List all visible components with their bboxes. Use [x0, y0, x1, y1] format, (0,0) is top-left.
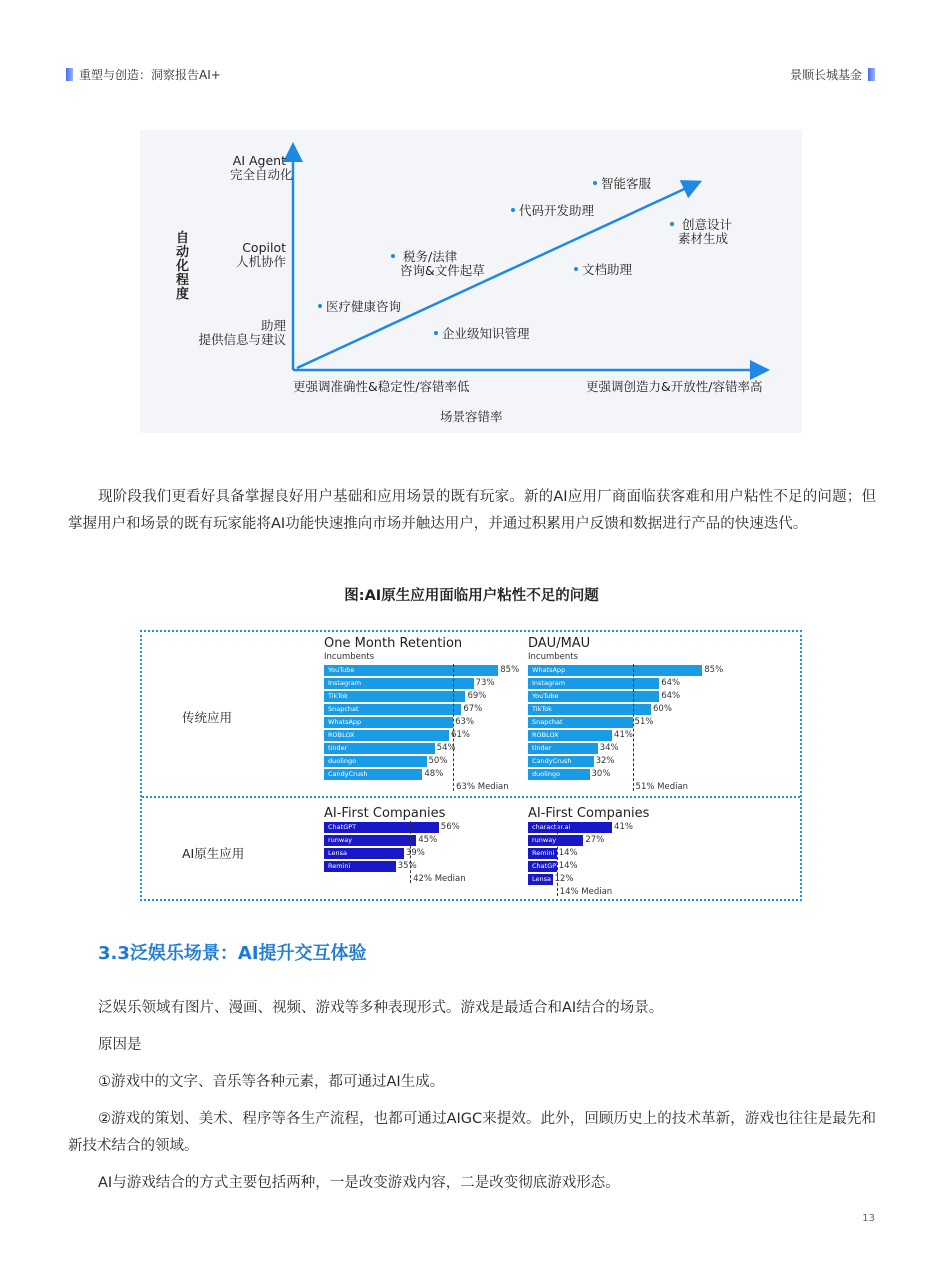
bar: Lensa [324, 848, 404, 859]
bar: runway [324, 835, 416, 846]
bar-value-label: 85% [704, 665, 724, 675]
bar: YouTube [528, 691, 659, 702]
bar: CandyCrush [324, 769, 422, 780]
point-tax-line1: 税务/法律 [402, 249, 458, 264]
bar-row [528, 677, 728, 690]
point-creative-line1: 创意设计 [681, 217, 732, 232]
bar-row [324, 821, 524, 834]
bar: character.ai [528, 822, 612, 833]
bar: Lensa [528, 874, 553, 885]
bar-value-label: 41% [614, 730, 633, 740]
bar: duolingo [324, 756, 427, 767]
bar-value-label: 14% [558, 861, 578, 871]
bar-row [528, 703, 728, 716]
bar-value-label: 73% [475, 678, 495, 688]
panel-retention-incumbents [324, 636, 524, 792]
paragraph-entertainment: 泛娱乐领域有图片、漫画、视频、游戏等多种表现形式。游戏是最适合和AI结合的场景。 [98, 1000, 664, 1016]
bar-value-label: 48% [424, 769, 444, 779]
header-right [790, 66, 875, 83]
y-level-assistant-line2: 提供信息与建议 [198, 332, 286, 347]
bar: runway [528, 835, 583, 846]
bar: Instagram [528, 678, 659, 689]
paragraph-reason-2: ②游戏的策划、美术、程序等各生产流程，也都可通过AIGC来提效。此外，回顾历史上的技术革新，游戏也往往是最先和新技术结合的领域。 [68, 1111, 876, 1154]
section-title: 3.3泛娱乐场景：AI提升交互体验 [98, 943, 367, 964]
bar: WhatsApp [324, 717, 453, 728]
point-code-dev: 代码开发助理 [511, 204, 594, 218]
median-label: 14% Median [559, 887, 613, 897]
median-line [453, 664, 454, 791]
point-creative-line2: 素材生成 [678, 231, 729, 246]
point-tax-legal [391, 250, 457, 264]
bar-list [324, 664, 524, 781]
bar-value-label: 56% [440, 822, 460, 832]
y-level-copilot-line1: Copilot [242, 240, 286, 255]
bar-row [528, 664, 728, 677]
bar-row [528, 821, 728, 834]
bar-row [528, 690, 728, 703]
y-level-agent [230, 153, 293, 182]
point-medical: 医疗健康咨询 [318, 300, 401, 314]
bar-value-label: 32% [595, 756, 615, 766]
panel-dau-ai [528, 806, 728, 897]
bar: Snapchat [324, 704, 461, 715]
bar-value-label: 61% [451, 730, 470, 740]
bar-row [528, 768, 728, 781]
bar: Remini [324, 861, 396, 872]
bar: tinder [324, 743, 435, 754]
panel-title: DAU/MAU [528, 636, 591, 651]
bar-value-label: 14% [558, 848, 578, 858]
bar: TikTok [528, 704, 651, 715]
bar-row [324, 677, 524, 690]
bar: ROBLOX [528, 730, 612, 741]
paragraph-existing-players: 现阶段我们更看好具备掌握良好用户基础和应用场景的既有玩家。新的AI应用厂商面临获客难和用户粘性不足的问题；但掌握用户和场景的既有玩家能将AI功能快速推向市场并触达用户，并通过积累用户反馈和数据进行产品的快速迭代。 [68, 489, 876, 532]
page-number: 13 [862, 1213, 875, 1224]
panel-retention-ai [324, 806, 524, 884]
header-left-title: 重塑与创造：洞察报告AI+ [79, 68, 221, 82]
bar: ROBLOX [324, 730, 449, 741]
median-line [633, 664, 634, 791]
point-creative-design [670, 218, 732, 232]
median-line [557, 821, 558, 896]
x-label-high: 更强调创造力&开放性/容错率高 [586, 379, 763, 394]
bar-value-label: 34% [599, 743, 619, 753]
bar-row [324, 860, 524, 873]
bar-row [528, 873, 728, 886]
bar-value-label: 69% [467, 691, 487, 701]
paragraph-reason: 原因是 [98, 1037, 142, 1053]
retention-chart [140, 630, 802, 901]
y-level-copilot [228, 241, 286, 269]
bar-row [324, 690, 524, 703]
bar-row [324, 742, 524, 755]
panel-subtitle: Incumbents [324, 652, 375, 662]
bar-list [528, 664, 728, 781]
bar: ChatGPT [528, 861, 557, 872]
bar: TikTok [324, 691, 465, 702]
point-doc-assist: 文档助理 [574, 263, 632, 277]
bar-row [324, 729, 524, 742]
y-level-copilot-line2: 人机协作 [235, 254, 286, 269]
y-axis-title: 自动化程度 [176, 231, 190, 302]
bar-row [324, 847, 524, 860]
bar-list [528, 821, 728, 886]
bar: tinder [528, 743, 598, 754]
point-smart-service: 智能客服 [593, 177, 651, 191]
panel-subtitle: Incumbents [528, 652, 579, 662]
row-divider [142, 796, 800, 798]
median-label: 51% Median [635, 782, 689, 792]
bar-row [528, 847, 728, 860]
bar-row [528, 834, 728, 847]
panel-dau-incumbents [528, 636, 728, 792]
y-level-agent-line1: AI Agent [232, 153, 286, 168]
bar-row [324, 664, 524, 677]
bar: WhatsApp [528, 665, 702, 676]
bar-row [324, 755, 524, 768]
paragraph-combination: AI与游戏结合的方式主要包括两种，一是改变游戏内容，二是改变彻底游戏形态。 [98, 1175, 620, 1191]
bar-value-label: 54% [436, 743, 456, 753]
bar-value-label: 27% [585, 835, 605, 845]
x-axis-title: 场景容错率 [440, 409, 503, 424]
bar-row [324, 716, 524, 729]
bar-list [324, 821, 524, 873]
bar-row [528, 860, 728, 873]
panel-title: One Month Retention [324, 636, 463, 651]
header-left [66, 66, 221, 83]
y-level-agent-line2: 完全自动化 [230, 167, 293, 182]
header-bar-icon [868, 68, 875, 81]
bar-value-label: 39% [405, 848, 425, 858]
header-bar-icon [66, 68, 73, 81]
y-level-assistant [190, 319, 286, 347]
bar-value-label: 45% [418, 835, 438, 845]
bar-value-label: 67% [463, 704, 483, 714]
bar: YouTube [324, 665, 498, 676]
panel-title: AI-First Companies [324, 806, 446, 821]
x-label-low: 更强调准确性&稳定性/容错率低 [293, 379, 470, 394]
bar-value-label: 63% [455, 717, 475, 727]
bar-row [528, 742, 728, 755]
point-enterprise-kb: 企业级知识管理 [434, 327, 530, 341]
median-label: 63% Median [456, 782, 509, 792]
panel-title: AI-First Companies [528, 806, 650, 821]
bar-value-label: 50% [428, 756, 448, 766]
median-label: 42% Median [413, 874, 466, 884]
bar: Remini [528, 848, 557, 859]
bar: Snapchat [528, 717, 633, 728]
bar: duolingo [528, 769, 590, 780]
bar: Instagram [324, 678, 474, 689]
bar-row [528, 729, 728, 742]
row-label-traditional: 传统应用 [182, 710, 233, 725]
bar-value-label: 64% [661, 678, 681, 688]
bar-row [324, 703, 524, 716]
bar-value-label: 60% [653, 704, 672, 714]
row-label-ai: AI原生应用 [182, 846, 245, 861]
bar-value-label: 30% [591, 769, 611, 779]
figure2-title: 图:AI原生应用面临用户粘性不足的问题 [344, 588, 599, 604]
paragraph-reason-1: ①游戏中的文字、音乐等各种元素，都可通过AI生成。 [98, 1074, 445, 1090]
bar-value-label: 12% [554, 874, 574, 884]
bar-value-label: 85% [500, 665, 520, 675]
point-tax-line2: 咨询&文件起草 [400, 263, 485, 278]
y-level-assistant-line1: 助理 [260, 318, 286, 333]
bar-row [324, 834, 524, 847]
median-line [410, 821, 411, 883]
bar: CandyCrush [528, 756, 594, 767]
header-right-title: 景顺长城基金 [789, 68, 862, 82]
bar-value-label: 35% [397, 861, 417, 871]
bar-value-label: 64% [661, 691, 681, 701]
bar-value-label: 51% [634, 717, 654, 727]
bar-row [324, 768, 524, 781]
bar-row [528, 755, 728, 768]
bar-row [528, 716, 728, 729]
bar-value-label: 41% [614, 822, 633, 832]
automation-diagram [140, 130, 802, 433]
bar: ChatGPT [324, 822, 439, 833]
